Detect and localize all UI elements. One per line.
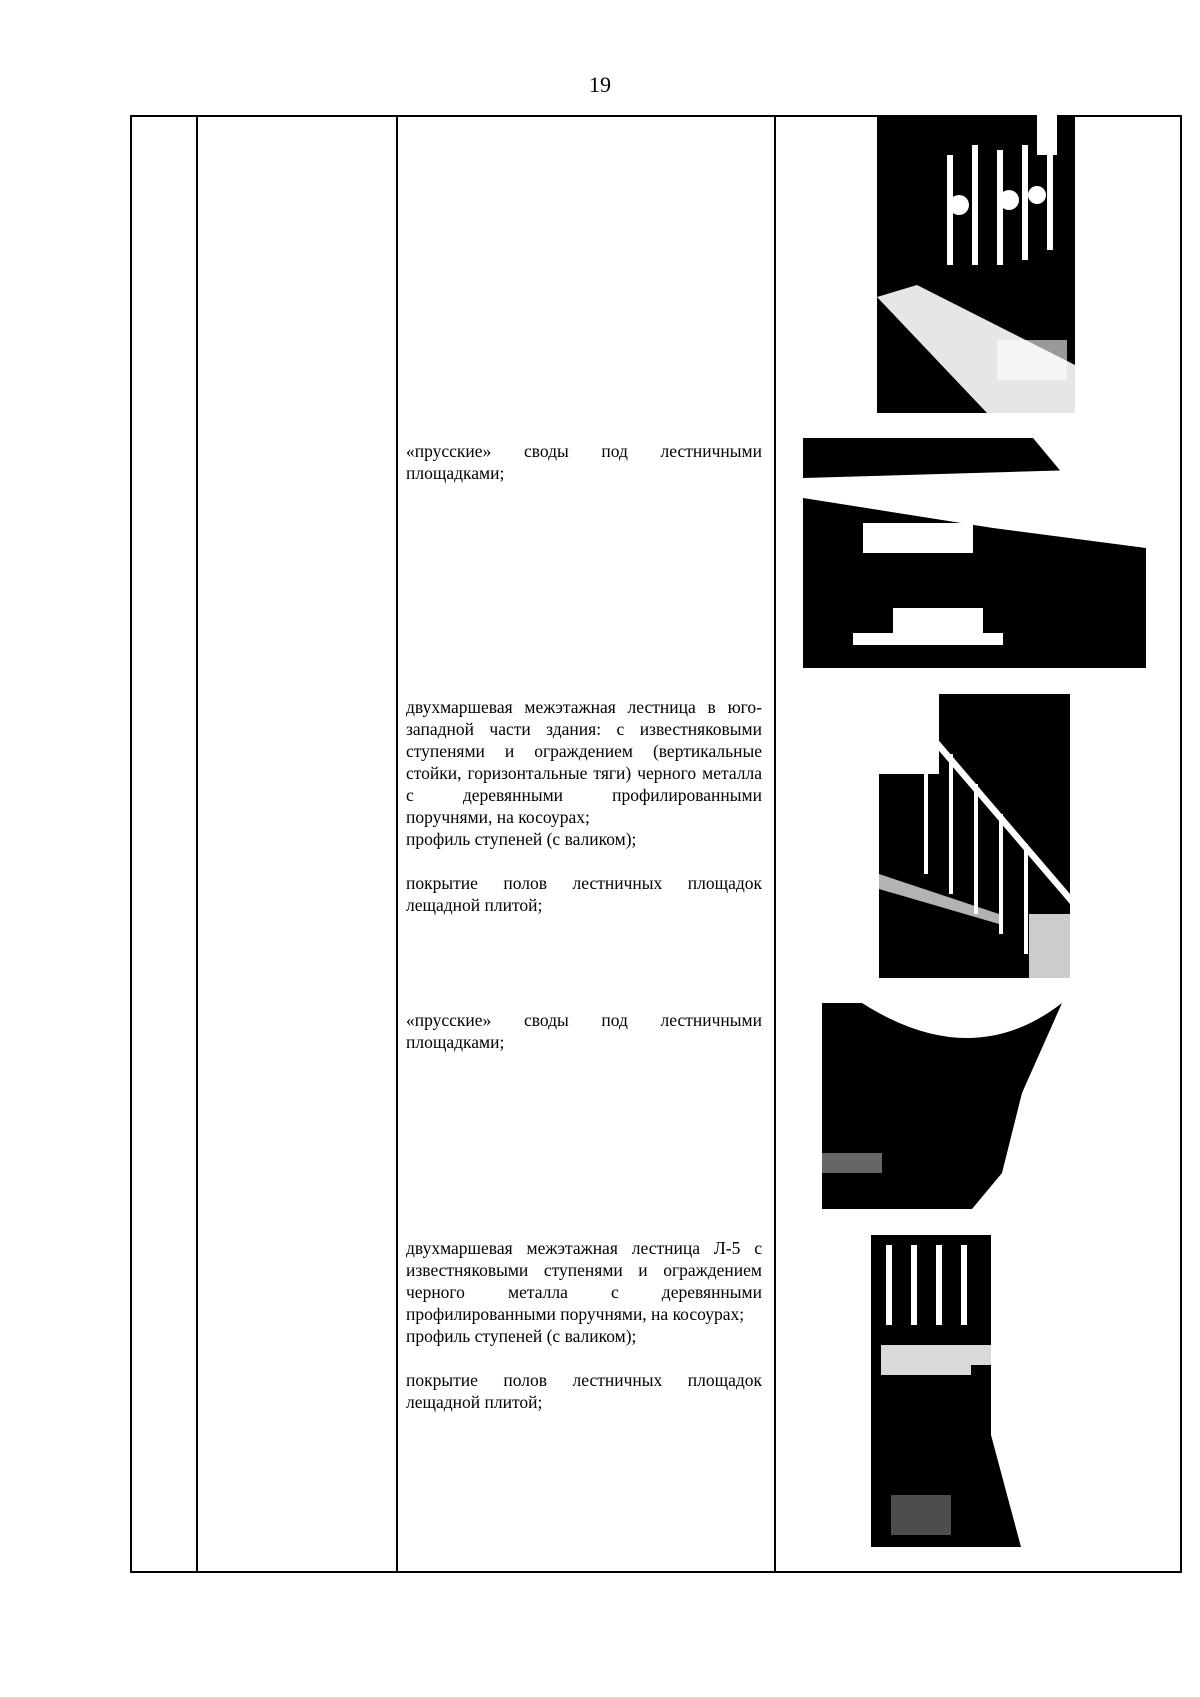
entry-paragraph: покрытие полов лестничных площадок лещадной плитой;	[406, 873, 762, 915]
entry-paragraph: двухмаршевая межэтажная лестница Л-5 с известняковыми ступенями и ограждением черного металла с деревянными профилированными поручнями, на косоурах;	[406, 1238, 762, 1324]
entry-paragraph: профиль ступеней (с валиком);	[406, 1326, 637, 1346]
column-divider	[396, 117, 398, 1571]
column-divider	[774, 117, 776, 1571]
entry-paragraph: «прусские» своды под лестничными площадками;	[406, 441, 762, 483]
column-divider	[196, 117, 198, 1571]
entry-description	[406, 1009, 762, 1053]
entry-description	[406, 1237, 762, 1413]
entry-paragraph: профиль ступеней (с валиком);	[406, 829, 637, 849]
staircase-photo	[871, 1235, 1083, 1547]
page-number: 19	[589, 72, 611, 97]
staircase-photo	[879, 694, 1070, 978]
entry-description	[406, 696, 762, 916]
entry-paragraph: покрытие полов лестничных площадок лещадной плитой;	[406, 1370, 762, 1412]
entry-description	[406, 440, 762, 484]
landing-vault-photo	[822, 1003, 1129, 1209]
entry-paragraph: двухмаршевая межэтажная лестница в юго-западной части здания: с известняковыми ступенями и ограждением (вертикальные стойки, горизонтальные тяги) черного металла с деревянными профилированными поручнями, на косоурах;	[406, 697, 762, 827]
landing-vault-photo	[803, 438, 1146, 668]
entry-paragraph: «прусские» своды под лестничными площадками;	[406, 1010, 762, 1052]
railing-photo	[877, 115, 1075, 413]
